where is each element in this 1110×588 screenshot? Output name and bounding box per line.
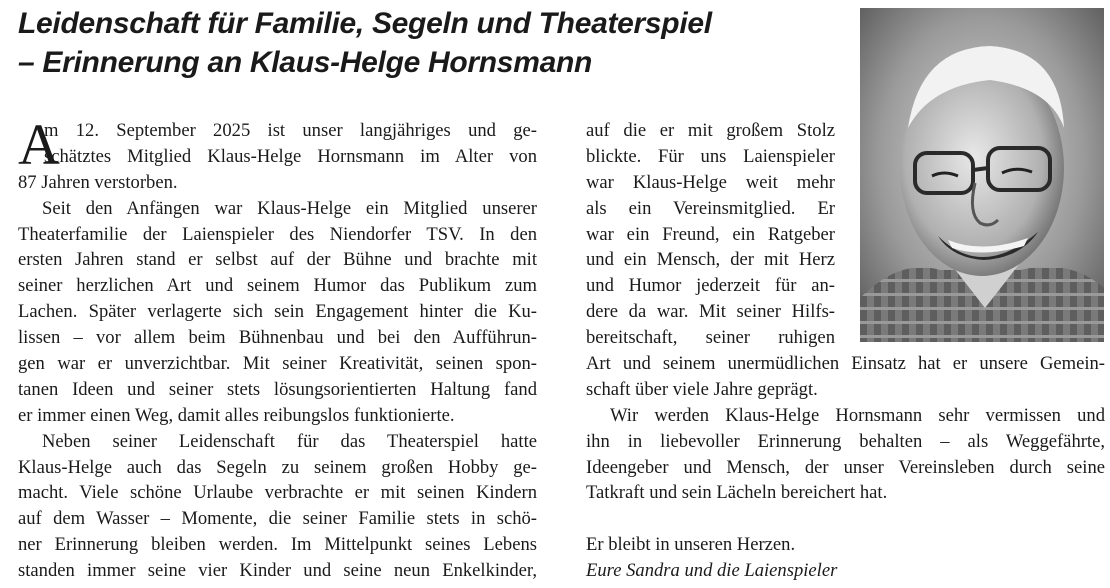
signature: Eure Sandra und die Laienspieler — [586, 560, 838, 582]
text-line: Seit den Anfängen war Klaus-Helge ein Mitglied unserer — [42, 197, 537, 219]
text-line: schaft über viele Jahre geprägt. — [586, 378, 818, 400]
text-line: Klaus-Helge auch das Segeln zu seinem großen Hobby ge- — [18, 456, 537, 478]
text-line: blickte. Für uns Laienspieler — [586, 145, 835, 167]
text-line: macht. Viele schöne Urlaube verbrachte er mit seinen Kindern — [18, 482, 537, 504]
closing-line: Er bleibt in unseren Herzen. — [586, 534, 796, 556]
text-line: ner Erinnerung bleiben werden. Im Mittelpunkt seines Lebens — [18, 534, 537, 556]
text-line: Tatkraft und sein Lächeln bereichert hat. — [586, 482, 888, 504]
text-line: dere da war. Mit seiner Hilfs- — [586, 301, 835, 323]
text-line: seiner herzlichen Art und seinem Humor das Publikum zum — [18, 275, 537, 297]
text-line: lissen – vor allem beim Bühnenbau und bei den Aufführun- — [18, 327, 537, 349]
title-line-1: Leidenschaft für Familie, Segeln und Theaterspiel — [18, 7, 712, 40]
text-line: auf die er mit großem Stolz — [586, 120, 835, 141]
text-line: Wir werden Klaus-Helge Hornsmann sehr vermissen und — [610, 404, 1105, 426]
text-line: als ein Vereinsmitglied. Er — [586, 197, 835, 219]
text-line: Ideengeber und Mensch, der unser Vereinsleben durch seine — [586, 456, 1105, 478]
text-line: m 12. September 2025 ist unser langjähriges und ge- — [44, 120, 537, 141]
text-line: Neben seiner Leidenschaft für das Theaterspiel hatte — [42, 430, 537, 452]
text-line: tanen Ideen und seiner stets lösungsorientierten Haltung fand — [18, 378, 537, 400]
text-line: standen immer seine vier Kinder und seine neun Enkelkinder, — [18, 560, 537, 582]
column-right — [586, 118, 1105, 584]
text-line: er immer einen Weg, damit alles reibungslos funktionierte. — [18, 404, 455, 426]
title-line-2: – Erinnerung an Klaus-Helge Hornsmann — [18, 46, 593, 79]
text-line: bereitschaft, seiner ruhigen — [586, 327, 835, 349]
text-line: Theaterfamilie der Laienspieler des Niendorfer TSV. In den — [18, 223, 537, 245]
text-line: und ein Mensch, der mit Herz — [586, 249, 835, 271]
text-line: gen war er unverzichtbar. Mit seiner Kreativität, seinen spon- — [18, 353, 537, 375]
text-line: auf dem Wasser – Momente, die seiner Familie stets in schö- — [18, 508, 537, 530]
text-line: ihn in liebevoller Erinnerung behalten – als Weggefährte, — [586, 430, 1105, 452]
spacer — [586, 506, 1105, 532]
article-title — [18, 4, 848, 82]
column-left — [18, 112, 537, 584]
drop-cap: A — [18, 112, 60, 177]
text-line: war Klaus-Helge weit mehr — [586, 171, 835, 193]
text-line: war ein Freund, ein Ratgeber — [586, 223, 835, 245]
text-line: 87 Jahren verstorben. — [18, 171, 178, 193]
text-line: und Humor jederzeit für an- — [586, 275, 835, 297]
text-line: schätztes Mitglied Klaus-Helge Hornsmann im Alter von — [44, 145, 537, 167]
text-line: Art und seinem unermüdlichen Einsatz hat er unsere Gemein- — [586, 353, 1105, 375]
text-line: Lachen. Später verlagerte sich sein Engagement hinter die Ku- — [18, 301, 537, 323]
text-line: ersten Jahren stand er selbst auf der Bühne und brachte mit — [18, 249, 537, 271]
